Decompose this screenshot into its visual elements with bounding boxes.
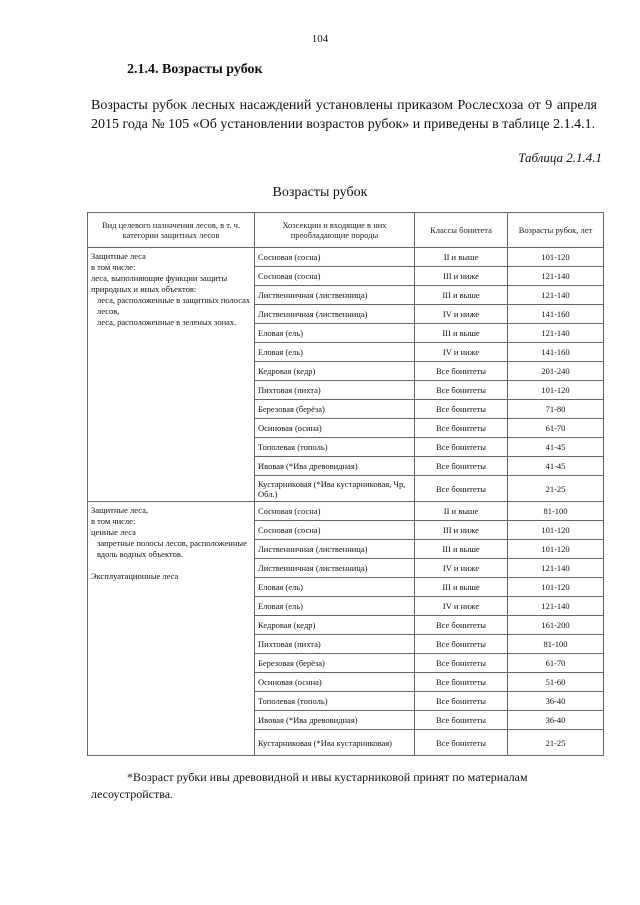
forest-purpose-line: леса, расположенные в зеленых зонах. (97, 317, 237, 327)
table-body (88, 248, 604, 756)
bonitet-class-cell: Все бонитеты (415, 400, 508, 419)
forest-purpose-line: в том числе: (91, 262, 136, 272)
cutting-age-cell: 61-70 (508, 654, 604, 673)
table-row (88, 248, 604, 267)
bonitet-class-cell: Все бонитеты (415, 438, 508, 457)
forest-purpose-line: ценные леса (91, 527, 136, 537)
cutting-age-cell: 141-160 (508, 343, 604, 362)
forest-purpose-line: леса, расположенные в защитных полосах лесов, (97, 295, 251, 316)
species-cell: Лиственничная (лиственница) (255, 305, 415, 324)
species-cell: Тополевая (тополь) (255, 438, 415, 457)
cutting-age-cell: 101-120 (508, 540, 604, 559)
species-cell: Осиновая (осина) (255, 419, 415, 438)
bonitet-class-cell: IV и ниже (415, 597, 508, 616)
bonitet-class-cell: II и выше (415, 502, 508, 521)
cutting-age-cell: 36-40 (508, 711, 604, 730)
species-cell: Еловая (ель) (255, 597, 415, 616)
intro-paragraph: Возрасты рубок лесных насаждений установлены приказом Рослесхоза от 9 апреля 2015 года № 105 «Об установлении возрастов рубок» и приведены в таблице 2.1.4.1. (91, 98, 597, 132)
species-cell: Сосновая (сосна) (255, 248, 415, 267)
cutting-age-cell: 21-25 (508, 730, 604, 756)
species-cell: Кедровая (кедр) (255, 362, 415, 381)
forest-purpose-line (91, 560, 251, 571)
cutting-age-cell: 161-200 (508, 616, 604, 635)
cutting-age-cell: 41-45 (508, 457, 604, 476)
forest-purpose-line: запретные полосы лесов, расположенные вдоль водных объектов. (97, 538, 247, 559)
cutting-age-cell: 141-160 (508, 305, 604, 324)
species-cell: Еловая (ель) (255, 578, 415, 597)
cutting-age-cell: 201-240 (508, 362, 604, 381)
table-row (88, 502, 604, 521)
cutting-age-cell: 121-140 (508, 267, 604, 286)
bonitet-class-cell: III и выше (415, 324, 508, 343)
forest-purpose-line: в том числе: (91, 516, 136, 526)
bonitet-class-cell: III и выше (415, 540, 508, 559)
cutting-age-cell: 36-40 (508, 692, 604, 711)
header-purpose: Вид целевого назначения лесов, в т. ч. категории защитных лесов (88, 213, 255, 248)
table-label: Таблица 2.1.4.1 (518, 150, 602, 165)
bonitet-class-cell: Все бонитеты (415, 654, 508, 673)
cutting-age-cell: 71-80 (508, 400, 604, 419)
species-cell: Березовая (берёза) (255, 400, 415, 419)
bonitet-class-cell: Все бонитеты (415, 457, 508, 476)
species-cell: Сосновая (сосна) (255, 267, 415, 286)
species-cell: Лиственничная (лиственница) (255, 559, 415, 578)
forest-purpose-line: леса, выполняющие функции защиты природных и иных объектов: (91, 273, 228, 294)
species-cell: Сосновая (сосна) (255, 502, 415, 521)
forest-purpose-line: Эксплуатационные леса (91, 571, 179, 581)
cutting-age-cell: 101-120 (508, 248, 604, 267)
table-title: Возрасты рубок (272, 185, 368, 200)
species-cell: Лиственничная (лиственница) (255, 540, 415, 559)
species-cell: Сосновая (сосна) (255, 521, 415, 540)
footnote: *Возраст рубки ивы древовидной и ивы кустарниковой принят по материалам лесоустройства. (91, 770, 528, 801)
bonitet-class-cell: Все бонитеты (415, 362, 508, 381)
cutting-age-cell: 121-140 (508, 286, 604, 305)
species-cell: Лиственничная (лиственница) (255, 286, 415, 305)
header-age: Возрасты рубок, лет (508, 213, 604, 248)
bonitet-class-cell: III и ниже (415, 521, 508, 540)
cutting-age-cell: 21-25 (508, 476, 604, 502)
species-cell: Пихтовая (пихта) (255, 635, 415, 654)
cutting-age-cell: 121-140 (508, 597, 604, 616)
bonitet-class-cell: Все бонитеты (415, 692, 508, 711)
bonitet-class-cell: Все бонитеты (415, 419, 508, 438)
species-cell: Ивовая (*Ива древовидная) (255, 457, 415, 476)
cutting-ages-table (87, 212, 604, 756)
forest-purpose-cell (88, 248, 255, 502)
species-cell: Еловая (ель) (255, 324, 415, 343)
bonitet-class-cell: Все бонитеты (415, 616, 508, 635)
header-class: Классы бонитета (415, 213, 508, 248)
bonitet-class-cell: Все бонитеты (415, 635, 508, 654)
table-header-row (88, 213, 604, 248)
cutting-age-cell: 101-120 (508, 381, 604, 400)
cutting-age-cell: 121-140 (508, 324, 604, 343)
cutting-age-cell: 101-120 (508, 521, 604, 540)
species-cell: Кедровая (кедр) (255, 616, 415, 635)
section-heading: 2.1.4. Возрасты рубок (127, 62, 263, 77)
bonitet-class-cell: Все бонитеты (415, 730, 508, 756)
bonitet-class-cell: IV и ниже (415, 305, 508, 324)
species-cell: Ивовая (*Ива древовидная) (255, 711, 415, 730)
cutting-age-cell: 51-60 (508, 673, 604, 692)
bonitet-class-cell: IV и ниже (415, 559, 508, 578)
bonitet-class-cell: IV и ниже (415, 343, 508, 362)
page-number: 104 (311, 33, 329, 45)
header-species: Хозсекции и входящие в них преобладающие породы (255, 213, 415, 248)
cutting-age-cell: 41-45 (508, 438, 604, 457)
species-cell: Кустарниковая (*Ива кустарниковая) (255, 730, 415, 756)
cutting-age-cell: 81-100 (508, 502, 604, 521)
forest-purpose-cell (88, 502, 255, 756)
cutting-age-cell: 121-140 (508, 559, 604, 578)
species-cell: Тополевая (тополь) (255, 692, 415, 711)
bonitet-class-cell: Все бонитеты (415, 381, 508, 400)
cutting-age-cell: 101-120 (508, 578, 604, 597)
bonitet-class-cell: Все бонитеты (415, 711, 508, 730)
bonitet-class-cell: Все бонитеты (415, 673, 508, 692)
bonitet-class-cell: III и ниже (415, 267, 508, 286)
species-cell: Кустарниковая (*Ива кустарниковая, Чр, Обл.) (255, 476, 415, 502)
forest-purpose-line: Защитные леса (91, 251, 146, 261)
cutting-age-cell: 61-70 (508, 419, 604, 438)
bonitet-class-cell: II и выше (415, 248, 508, 267)
species-cell: Березовая (берёза) (255, 654, 415, 673)
bonitet-class-cell: III и выше (415, 578, 508, 597)
species-cell: Осиновая (осина) (255, 673, 415, 692)
species-cell: Пихтовая (пихта) (255, 381, 415, 400)
cutting-age-cell: 81-100 (508, 635, 604, 654)
bonitet-class-cell: III и выше (415, 286, 508, 305)
forest-purpose-line: Защитные леса, (91, 505, 148, 515)
species-cell: Еловая (ель) (255, 343, 415, 362)
bonitet-class-cell: Все бонитеты (415, 476, 508, 502)
